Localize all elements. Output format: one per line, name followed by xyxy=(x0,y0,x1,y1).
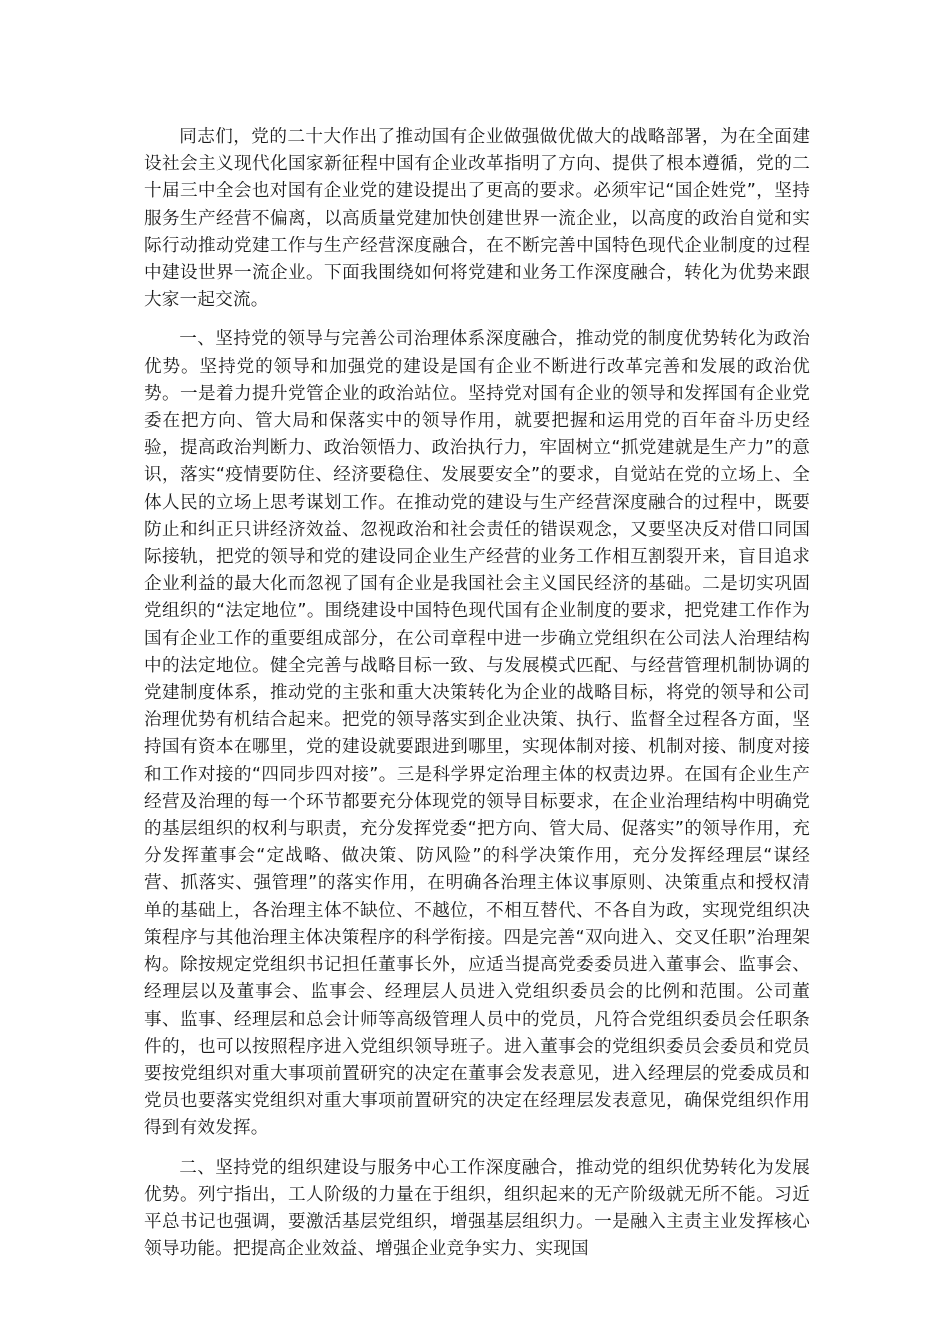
document-body xyxy=(144,124,810,1263)
paragraph-intro: 同志们，党的二十大作出了推动国有企业做强做优做大的战略部署，为在全面建设社会主义现代化国家新征程中国有企业改革指明了方向、提供了根本遵循，党的二十届三中全会也对国有企业党的建设提出了更高的要求。必须牢记“国企姓党”，坚持服务生产经营不偏离，以高质量党建加快创建世界一流企业，以高度的政治自觉和实际行动推动党建工作与生产经营深度融合，在不断完善中国特色现代企业制度的过程中建设世界一流企业。下面我围绕如何将党建和业务工作深度融合，转化为优势来跟大家一起交流。 xyxy=(144,127,810,311)
paragraph-section-two: 二、坚持党的组织建设与服务中心工作深度融合，推动党的组织优势转化为发展优势。列宁指出，工人阶级的力量在于组织，组织起来的无产阶级就无所不能。习近平总书记也强调，要激活基层党组织，增强基层组织力。一是融入主责主业发挥核心领导功能。把提高企业效益、增强企业竞争实力、实现国 xyxy=(144,1157,810,1260)
paragraph-section-one: 一、坚持党的领导与完善公司治理体系深度融合，推动党的制度优势转化为政治优势。坚持党的领导和加强党的建设是国有企业不断进行改革完善和发展的政治优势。一是着力提升党管企业的政治站位。坚持党对国有企业的领导和发挥国有企业党委在把方向、管大局和保落实中的领导作用，就要把握和运用党的百年奋斗历史经验，提高政治判断力、政治领悟力、政治执行力，牢固树立“抓党建就是生产力”的意识，落实“疫情要防住、经济要稳住、发展要安全”的要求，自觉站在党的立场上、全体人民的立场上思考谋划工作。在推动党的建设与生产经营深度融合的过程中，既要防止和纠正只讲经济效益、忽视政治和社会责任的错误观念，又要坚决反对借口同国际接轨，把党的领导和党的建设同企业生产经营的业务工作相互割裂开来，盲目追求企业利益的最大化而忽视了国有企业是我国社会主义国民经济的基础。二是切实巩固党组织的“法定地位”。围绕建设中国特色现代国有企业制度的要求，把党建工作作为国有企业工作的重要组成部分，在公司章程中进一步确立党组织在公司法人治理结构中的法定地位。健全完善与战略目标一致、与发展模式匹配、与经营管理机制协调的党建制度体系，推动党的主张和重大决策转化为企业的战略目标，将党的领导和公司治理优势有机结合起来。把党的领导落实到企业决策、执行、监督全过程各方面，坚持国有资本在哪里，党的建设就要跟进到哪里，实现体制对接、机制对接、制度对接和工作对接的“四同步四对接”。三是科学界定治理主体的权责边界。在国有企业生产经营及治理的每一个环节都要充分体现党的领导目标要求，在企业治理结构中明确党的基层组织的权利与职责，充分发挥党委“把方向、管大局、促落实”的领导作用，充分发挥董事会“定战略、做决策、防风险”的科学决策作用，充分发挥经理层“谋经营、抓落实、强管理”的落实作用，在明确各治理主体议事原则、决策重点和授权清单的基础上，各治理主体不缺位、不越位，不相互替代、不各自为政，实现党组织决策程序与其他治理主体决策程序的科学衔接。四是完善“双向进入、交叉任职”治理架构。除按规定党组织书记担任董事长外，应适当提高党委委员进入董事会、监事会、经理层以及董事会、监事会、经理层人员进入党组织委员会的比例和范围。公司董事、监事、经理层和总会计师等高级管理人员中的党员，凡符合党组织委员会任职条件的，也可以按照程序进入党组织领导班子。进入董事会的党组织委员会委员和党员要按党组织对重大事项前置研究的决定在董事会发表意见，进入经理层的党委成员和党员也要落实党组织对重大事项前置研究的决定在经理层发表意见，确保党组织作用得到有效发挥。 xyxy=(144,329,810,1139)
